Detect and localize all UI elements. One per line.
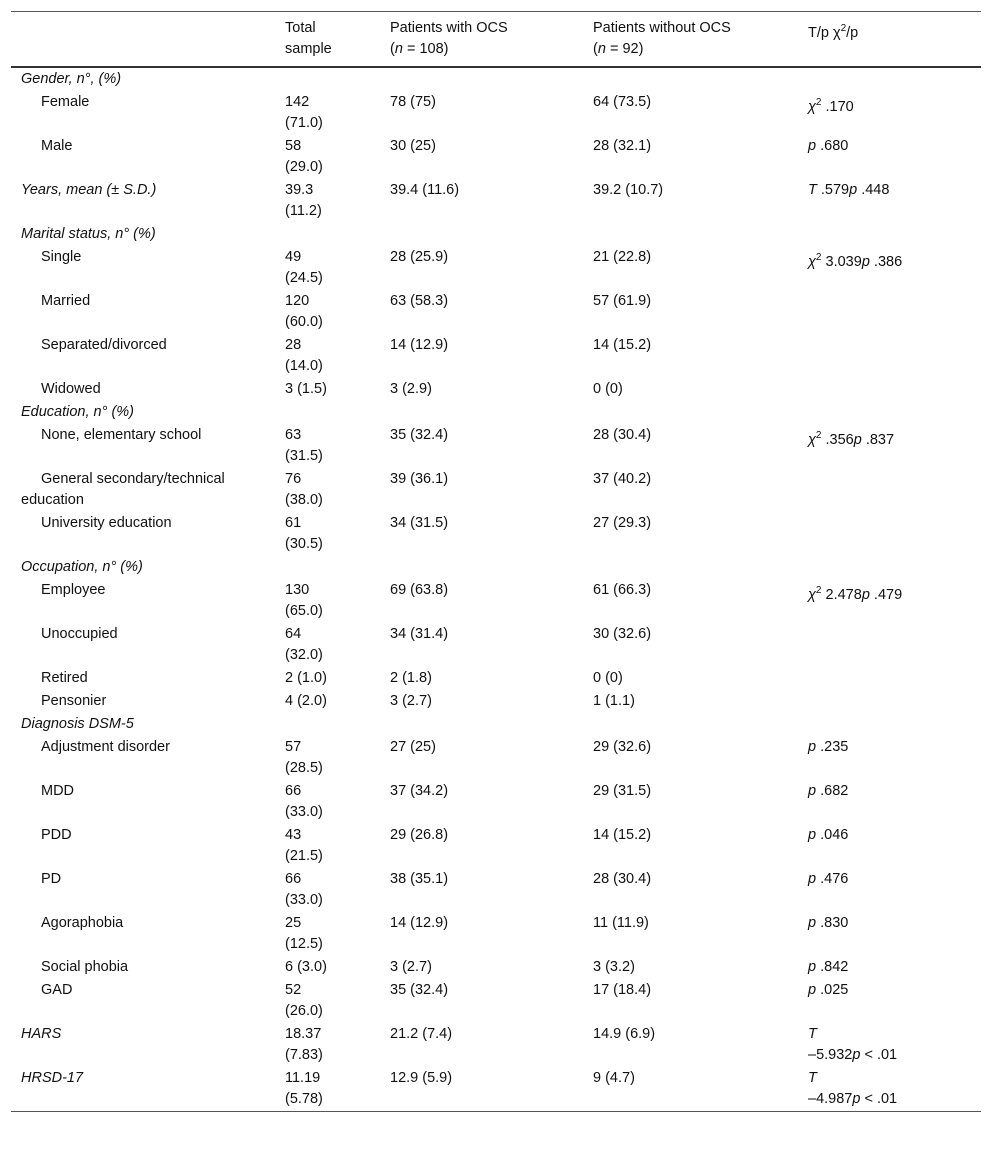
no-ocs-cell: 14.9 (6.9): [593, 1026, 656, 1042]
no-ocs-cell: 37 (40.2): [593, 471, 652, 487]
total-sample-value: (60.0): [285, 314, 323, 330]
table-row: [11, 956, 981, 979]
ocs-cell: [390, 713, 593, 736]
row-label: Agoraphobia: [41, 915, 124, 931]
total-sample-cell: [285, 956, 390, 979]
statistic-cell: [808, 736, 981, 780]
no-ocs-cell: 1 (1.1): [593, 693, 635, 709]
total-sample-value: 43: [285, 827, 302, 843]
total-sample-value: 6 (3.0): [285, 959, 327, 975]
ocs-cell: 3 (2.7): [390, 693, 432, 709]
no-ocs-cell: 64 (73.5): [593, 94, 652, 110]
total-sample-cell: [285, 401, 390, 424]
statistic-cell: [808, 334, 981, 378]
total-sample-value: (11.2): [285, 203, 322, 219]
statistic-value: $\chi^2$ .356p .837: [808, 430, 895, 448]
total-sample-value: (24.5): [285, 270, 323, 286]
section-row: [11, 556, 981, 579]
ocs-cell: [390, 556, 593, 579]
total-sample-cell: [285, 736, 390, 780]
ocs-cell: 30 (25): [390, 138, 436, 154]
header-label-column: [11, 12, 285, 68]
statistic-value: p .046: [808, 827, 849, 843]
total-sample-cell: [285, 824, 390, 868]
total-sample-cell: [285, 512, 390, 556]
row-label: Diagnosis DSM-5: [21, 716, 134, 732]
total-sample-value: (71.0): [285, 115, 323, 131]
ocs-cell: [390, 401, 593, 424]
ocs-cell: 34 (31.5): [390, 515, 449, 531]
total-sample-cell: [285, 179, 390, 223]
statistic-cell: [808, 67, 981, 91]
total-sample-value: 66: [285, 783, 302, 799]
ocs-cell: 28 (25.9): [390, 249, 449, 265]
row-label: Female: [41, 94, 90, 110]
table-row: [11, 912, 981, 956]
statistic-value: T: [808, 1070, 817, 1086]
no-ocs-cell: 9 (4.7): [593, 1067, 808, 1112]
table-row: [11, 667, 981, 690]
ocs-cell: 21.2 (7.4): [390, 1026, 453, 1042]
ocs-cell: 3 (2.7): [390, 959, 432, 975]
table-row: [11, 736, 981, 780]
ocs-cell: 37 (34.2): [390, 783, 449, 799]
total-sample-value: 58: [285, 138, 302, 154]
no-ocs-cell: [593, 713, 808, 736]
ocs-cell: 63 (58.3): [390, 293, 449, 309]
total-sample-value: (31.5): [285, 448, 323, 464]
no-ocs-cell: 39.2 (10.7): [593, 182, 664, 198]
total-sample-value: (30.5): [285, 536, 323, 552]
total-sample-cell: [285, 579, 390, 623]
no-ocs-cell: 27 (29.3): [593, 515, 652, 531]
ocs-cell: 14 (12.9): [390, 337, 449, 353]
total-sample-cell: [285, 868, 390, 912]
header-no-ocs-line2: (n = 92): [593, 41, 644, 57]
total-sample-cell: [285, 67, 390, 91]
statistic-cell: [808, 579, 981, 623]
statistic-value: T .579p .448: [808, 182, 890, 198]
statistic-cell: [808, 135, 981, 179]
section-row: [11, 179, 981, 223]
table-row: [11, 378, 981, 401]
row-label: Employee: [41, 582, 106, 598]
total-sample-value: 66: [285, 871, 302, 887]
total-sample-cell: [285, 424, 390, 468]
row-label: Married: [41, 293, 91, 309]
table-row: [11, 334, 981, 378]
total-sample-value: (21.5): [285, 848, 323, 864]
total-sample-value: 2 (1.0): [285, 670, 327, 686]
statistic-cell: [808, 979, 981, 1023]
row-label: PD: [41, 871, 62, 887]
ocs-cell: 35 (32.4): [390, 982, 449, 998]
statistic-value: p .235: [808, 739, 849, 755]
statistic-cell: [808, 223, 981, 246]
header-ocs-line1: Patients with OCS: [390, 20, 508, 36]
total-sample-value: 76: [285, 471, 302, 487]
statistic-value: p .682: [808, 783, 849, 799]
table-row: [11, 91, 981, 135]
no-ocs-cell: 30 (32.6): [593, 626, 652, 642]
row-label: Widowed: [41, 381, 101, 397]
statistic-value: –5.932p < .01: [808, 1047, 898, 1063]
row-label: Adjustment disorder: [41, 739, 170, 755]
total-sample-value: (65.0): [285, 603, 323, 619]
statistic-cell: [808, 468, 981, 512]
no-ocs-cell: 14 (15.2): [593, 827, 652, 843]
total-sample-cell: [285, 780, 390, 824]
no-ocs-cell: 14 (15.2): [593, 337, 652, 353]
no-ocs-cell: 29 (31.5): [593, 783, 652, 799]
ocs-cell: 29 (26.8): [390, 827, 449, 843]
statistic-cell: [808, 424, 981, 468]
statistic-value: p .842: [808, 959, 849, 975]
statistic-value: $\chi^2$ .170: [808, 97, 854, 115]
statistic-value: $\chi^2$ 2.478p .479: [808, 585, 903, 603]
no-ocs-cell: 28 (32.1): [593, 138, 652, 154]
total-sample-cell: [285, 713, 390, 736]
statistic-cell: [808, 690, 981, 713]
header-ocs-line2: (n = 108): [390, 41, 449, 57]
header-no-ocs-line1: Patients without OCS: [593, 20, 731, 36]
statistic-cell: [808, 556, 981, 579]
row-label: Occupation, n° (%): [21, 559, 143, 575]
no-ocs-cell: 21 (22.8): [593, 249, 652, 265]
ocs-cell: [390, 223, 593, 246]
row-label: General secondary/technical education: [21, 471, 225, 508]
total-sample-value: 3 (1.5): [285, 381, 327, 397]
table-row: [11, 135, 981, 179]
section-row: [11, 67, 981, 91]
total-sample-cell: [285, 246, 390, 290]
no-ocs-cell: 29 (32.6): [593, 739, 652, 755]
row-label: Social phobia: [41, 959, 129, 975]
ocs-cell: 38 (35.1): [390, 871, 449, 887]
statistic-cell: [808, 91, 981, 135]
section-row: [11, 401, 981, 424]
total-sample-value: (7.83): [285, 1047, 323, 1063]
total-sample-cell: [285, 334, 390, 378]
total-sample-value: 64: [285, 626, 302, 642]
statistic-cell: [808, 1067, 981, 1112]
total-sample-value: (5.78): [285, 1091, 323, 1107]
table-body: [11, 67, 981, 1112]
no-ocs-cell: 0 (0): [593, 381, 623, 397]
total-sample-value: 39.3: [285, 182, 314, 198]
header-statistic: T/p $\chi^2/p$: [808, 12, 981, 68]
total-sample-value: 28: [285, 337, 302, 353]
ocs-cell: 14 (12.9): [390, 915, 449, 931]
total-sample-cell: [285, 135, 390, 179]
header-patients-with-ocs: [390, 12, 593, 68]
table-row: [11, 623, 981, 667]
no-ocs-cell: 61 (66.3): [593, 582, 652, 598]
statistic-cell: [808, 868, 981, 912]
total-sample-value: (26.0): [285, 1003, 323, 1019]
statistic-cell: [808, 956, 981, 979]
total-sample-cell: [285, 667, 390, 690]
total-sample-value: 49: [285, 249, 302, 265]
header-total-sample: [285, 12, 390, 68]
total-sample-value: 4 (2.0): [285, 693, 327, 709]
demographics-table: [11, 11, 981, 1112]
statistic-value: p .025: [808, 982, 849, 998]
statistic-cell: [808, 780, 981, 824]
table-row: [11, 468, 981, 512]
ocs-cell: 27 (25): [390, 739, 436, 755]
statistic-value: p .476: [808, 871, 849, 887]
statistic-value: T: [808, 1026, 817, 1042]
total-sample-value: 25: [285, 915, 302, 931]
no-ocs-cell: 28 (30.4): [593, 871, 652, 887]
statistic-cell: [808, 667, 981, 690]
total-sample-cell: [285, 91, 390, 135]
no-ocs-cell: [593, 67, 808, 91]
table-row: [11, 579, 981, 623]
row-label: HARS: [21, 1026, 62, 1042]
statistic-cell: [808, 1023, 981, 1067]
ocs-cell: [390, 67, 593, 91]
no-ocs-cell: 17 (18.4): [593, 982, 652, 998]
table-row: [11, 780, 981, 824]
section-row: [11, 223, 981, 246]
total-sample-value: 18.37: [285, 1026, 322, 1042]
table-row: [11, 868, 981, 912]
total-sample-cell: [285, 690, 390, 713]
ocs-cell: 2 (1.8): [390, 670, 432, 686]
total-sample-value: 61: [285, 515, 302, 531]
statistic-cell: [808, 401, 981, 424]
ocs-cell: 39.4 (11.6): [390, 182, 460, 198]
statistic-cell: [808, 713, 981, 736]
row-label: None, elementary school: [41, 427, 202, 443]
statistic-cell: [808, 179, 981, 223]
section-row: [11, 713, 981, 736]
total-sample-value: (28.5): [285, 760, 323, 776]
ocs-cell: 12.9 (5.9): [390, 1067, 593, 1112]
statistic-value: p .830: [808, 915, 849, 931]
table-row: [11, 690, 981, 713]
table-row: [11, 424, 981, 468]
row-label: Years, mean (± S.D.): [21, 182, 157, 198]
row-label: HRSD-17: [11, 1067, 285, 1112]
row-label: Separated/divorced: [41, 337, 167, 353]
total-sample-value: 63: [285, 427, 302, 443]
section-row: [11, 1067, 981, 1112]
row-label: Unoccupied: [41, 626, 118, 642]
total-sample-value: (14.0): [285, 358, 323, 374]
total-sample-cell: [285, 623, 390, 667]
row-label: PDD: [41, 827, 72, 843]
table-row: [11, 824, 981, 868]
total-sample-value: 52: [285, 982, 302, 998]
row-label: MDD: [41, 783, 75, 799]
total-sample-value: 11.19: [285, 1070, 321, 1086]
row-label: Male: [41, 138, 73, 154]
total-sample-value: 130: [285, 582, 310, 598]
total-sample-cell: [285, 556, 390, 579]
statistic-value: –4.987p < .01: [808, 1091, 898, 1107]
no-ocs-cell: 0 (0): [593, 670, 623, 686]
ocs-cell: 34 (31.4): [390, 626, 449, 642]
table-row: [11, 246, 981, 290]
no-ocs-cell: 11 (11.9): [593, 915, 649, 931]
statistic-cell: [808, 912, 981, 956]
row-label: Single: [41, 249, 82, 265]
table-row: [11, 290, 981, 334]
statistic-value: p .680: [808, 138, 849, 154]
total-sample-cell: [285, 912, 390, 956]
table-row: [11, 512, 981, 556]
no-ocs-cell: [593, 401, 808, 424]
header-total-line1: Total: [285, 20, 316, 36]
row-label: Retired: [41, 670, 88, 686]
ocs-cell: 78 (75): [390, 94, 436, 110]
ocs-cell: 35 (32.4): [390, 427, 449, 443]
statistic-value: $\chi^2$ 3.039p .386: [808, 252, 903, 270]
ocs-cell: 69 (63.8): [390, 582, 449, 598]
total-sample-value: (32.0): [285, 647, 323, 663]
ocs-cell: 3 (2.9): [390, 381, 432, 397]
table-row: [11, 979, 981, 1023]
total-sample-value: 142: [285, 94, 310, 110]
row-label: Education, n° (%): [21, 404, 134, 420]
total-sample-value: (29.0): [285, 159, 323, 175]
total-sample-value: (33.0): [285, 892, 323, 908]
total-sample-value: (12.5): [285, 936, 323, 952]
table-header-row: [11, 12, 981, 68]
statistic-cell: [808, 824, 981, 868]
total-sample-value: (38.0): [285, 492, 323, 508]
total-sample-cell: [285, 290, 390, 334]
no-ocs-cell: 57 (61.9): [593, 293, 652, 309]
total-sample-cell: [285, 223, 390, 246]
no-ocs-cell: 3 (3.2): [593, 959, 635, 975]
no-ocs-cell: [593, 223, 808, 246]
row-label: Marital status, n° (%): [21, 226, 156, 242]
no-ocs-cell: 28 (30.4): [593, 427, 652, 443]
statistic-cell: [808, 246, 981, 290]
total-sample-cell: [285, 1067, 390, 1112]
row-label: University education: [41, 515, 172, 531]
no-ocs-cell: [593, 556, 808, 579]
total-sample-cell: [285, 1023, 390, 1067]
ocs-cell: 39 (36.1): [390, 471, 449, 487]
total-sample-cell: [285, 378, 390, 401]
total-sample-value: 57: [285, 739, 302, 755]
statistic-cell: [808, 290, 981, 334]
header-total-line2: sample: [285, 41, 332, 57]
statistic-cell: [808, 623, 981, 667]
total-sample-value: (33.0): [285, 804, 323, 820]
section-row: [11, 1023, 981, 1067]
statistic-cell: [808, 378, 981, 401]
statistic-cell: [808, 512, 981, 556]
header-patients-without-ocs: [593, 12, 808, 68]
row-label: GAD: [41, 982, 73, 998]
row-label: Gender, n°, (%): [21, 71, 122, 87]
total-sample-value: 120: [285, 293, 310, 309]
total-sample-cell: [285, 468, 390, 512]
total-sample-cell: [285, 979, 390, 1023]
row-label: Pensonier: [41, 693, 107, 709]
